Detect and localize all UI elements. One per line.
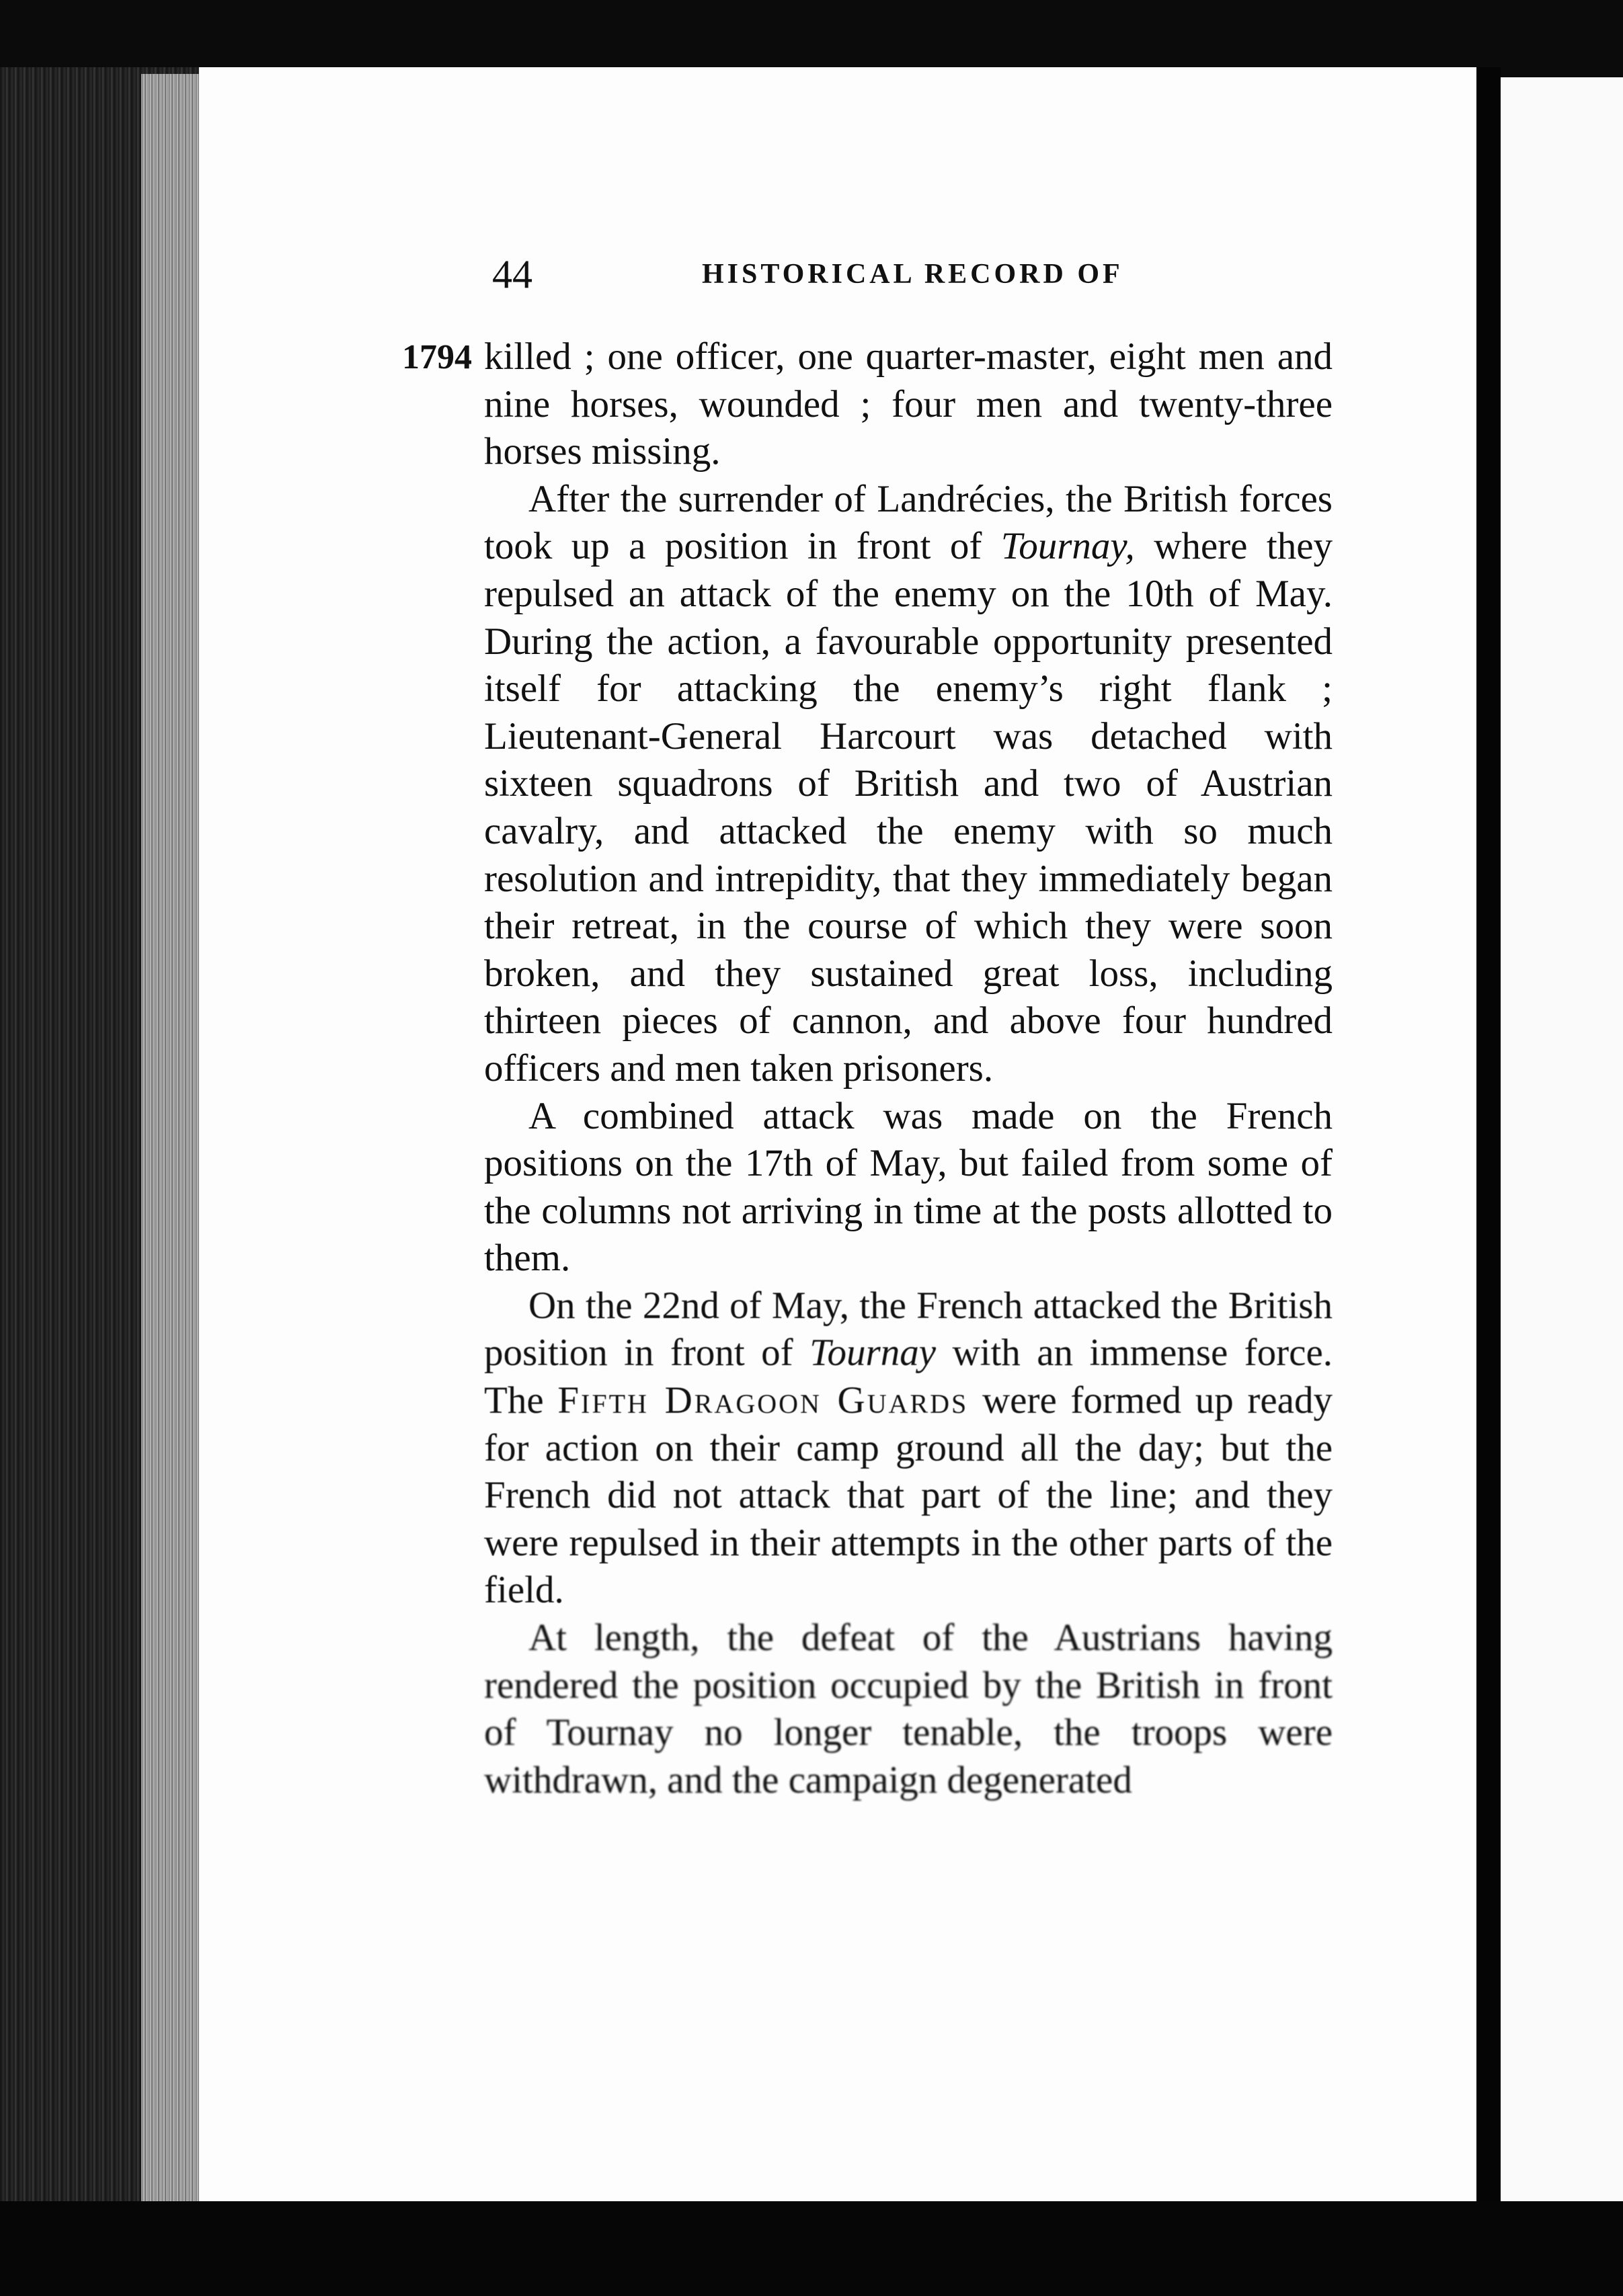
book-spine-shadow (1476, 67, 1501, 2201)
paragraph-2-text-b: where they repulsed an attack of the enemy on the 10th of May. During the action, a favourable opportunity presented itself for attacking the enemy’s right flank ; Lieutenant-General Harcourt was detached with sixteen squadrons of British and two of Austrian cavalry, and attacked the enemy with so much resolution and intrepidity, that they immediately began their retreat, in the course of which they were soon broken, and they sustained great loss, including thirteen pieces of cannon, and above four hundred officers and men taken prisoners. (484, 525, 1333, 1090)
paragraph-4 (484, 1282, 1333, 1614)
scan-bottom-band (0, 2201, 1623, 2296)
place-name-tournay: Tournay, (1000, 525, 1135, 568)
paragraph-4-text-b: with an immense force. The (484, 1331, 1333, 1422)
paragraph-1 (484, 333, 1333, 476)
body-text (484, 333, 1333, 1804)
paragraph-4-text-a: On the 22nd of May, the French attacked the British position in front of (484, 1284, 1333, 1375)
place-name-tournay-2: Tournay (809, 1331, 937, 1375)
paragraph-2-text-a: After the surrender of Landrécies, the British forces took up a position in front of (484, 477, 1333, 568)
page-edges-stack (141, 74, 202, 2211)
paragraph-3 (484, 1093, 1333, 1282)
page-number: 44 (492, 252, 532, 296)
next-page-sliver (1501, 77, 1623, 2201)
paragraph-5-text: At length, the defeat of the Austrians having rendered the position occupied by the British in front of Tournay no longer tenable, the troops were withdrawn, and the campaign degenerated (484, 1616, 1333, 1801)
paragraph-4-text-c: were formed up ready for action on their camp ground all the day; but the French did not attack that part of the line; and they were repulsed in their attempts in the other parts of the field. (484, 1379, 1333, 1612)
paragraph-3-text: A combined attack was made on the French positions on the 17th of May, but failed from some of the columns not arriving in time at the posts allotted to them. (484, 1094, 1333, 1280)
page-header (492, 251, 1333, 298)
paragraph-2 (484, 476, 1333, 1093)
running-head: HISTORICAL RECORD OF (702, 259, 1123, 290)
paragraph-1-text: killed ; one officer, one quarter-master, eight men and nine horses, wounded ; four men and twenty-three horses missing. (484, 335, 1333, 473)
regiment-name: Fifth Dragoon Guards (557, 1379, 969, 1422)
paragraph-5 (484, 1614, 1333, 1804)
margin-year: 1794 (402, 338, 472, 376)
